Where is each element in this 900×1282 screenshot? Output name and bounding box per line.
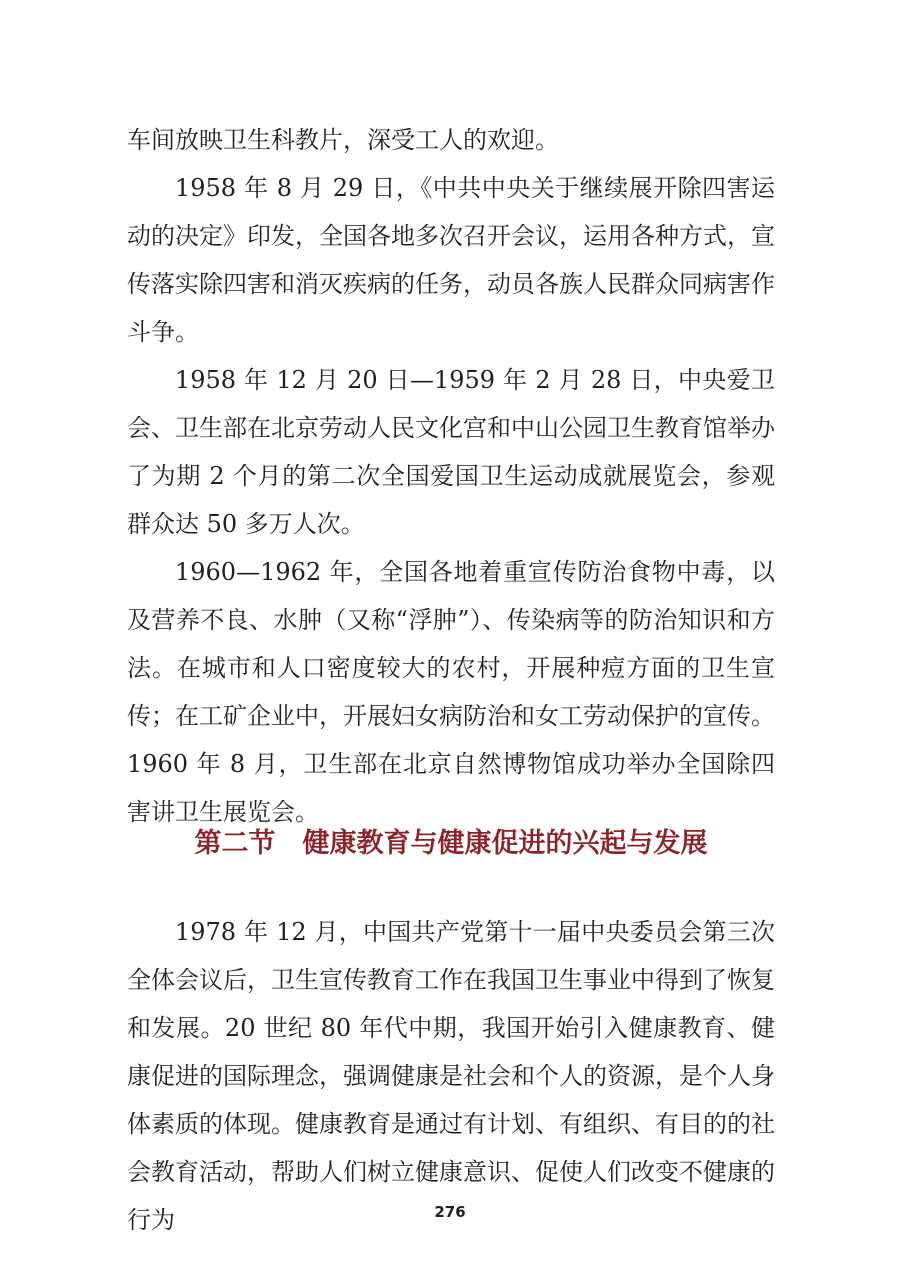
paragraph-1978: 1978 年 12 月，中国共产党第十一届中央委员会第三次全体会议后，卫生宣传教育工作在我国卫生事业中得到了恢复和发展。20 世纪 80 年代中期，我国开始引入健康教育、健康促进的国际理念，强调健康是社会和个人的资源，是个人身体素质的体现。健康教育是通过有计划、有组织、有目的的社会教育活动，帮助人们树立健康意识、促使人们改变不健康的行为 [127,918,775,1234]
page-number: 276 [434,1203,466,1221]
paragraph-1958-dec: 1958 年 12 月 20 日—1959 年 2 月 28 日，中央爱卫会、卫生部在北京劳动人民文化宫和中山公园卫生教育馆举办了为期 2 个月的第二次全国爱国卫生运动成就展览会，参观群众达 50 多万人次。 [127,366,775,538]
paragraph-1960-1962: 1960—1962 年，全国各地着重宣传防治食物中毒，以及营养不良、水肿（又称“浮肿”）、传染病等的防治知识和方法。在城市和人口密度较大的农村，开展种痘方面的卫生宣传；在工矿企业中，开展妇女病防治和女工劳动保护的宣传。1960 年 8 月，卫生部在北京自然博物馆成功举办全国除四害讲卫生展览会。 [127,558,775,826]
paragraph-1958-aug: 1958 年 8 月 29 日，《中共中央关于继续展开除四害运动的决定》印发，全国各地多次召开会议，运用各种方式，宣传落实除四害和消灭疾病的任务，动员各族人民群众同病害作斗争。 [127,174,775,346]
body-text-top [127,116,775,836]
section-heading: 第二节 健康教育与健康促进的兴起与发展 [194,828,708,859]
body-text-section [127,908,775,1244]
paragraph-continuation: 车间放映卫生科教片，深受工人的欢迎。 [127,126,559,154]
